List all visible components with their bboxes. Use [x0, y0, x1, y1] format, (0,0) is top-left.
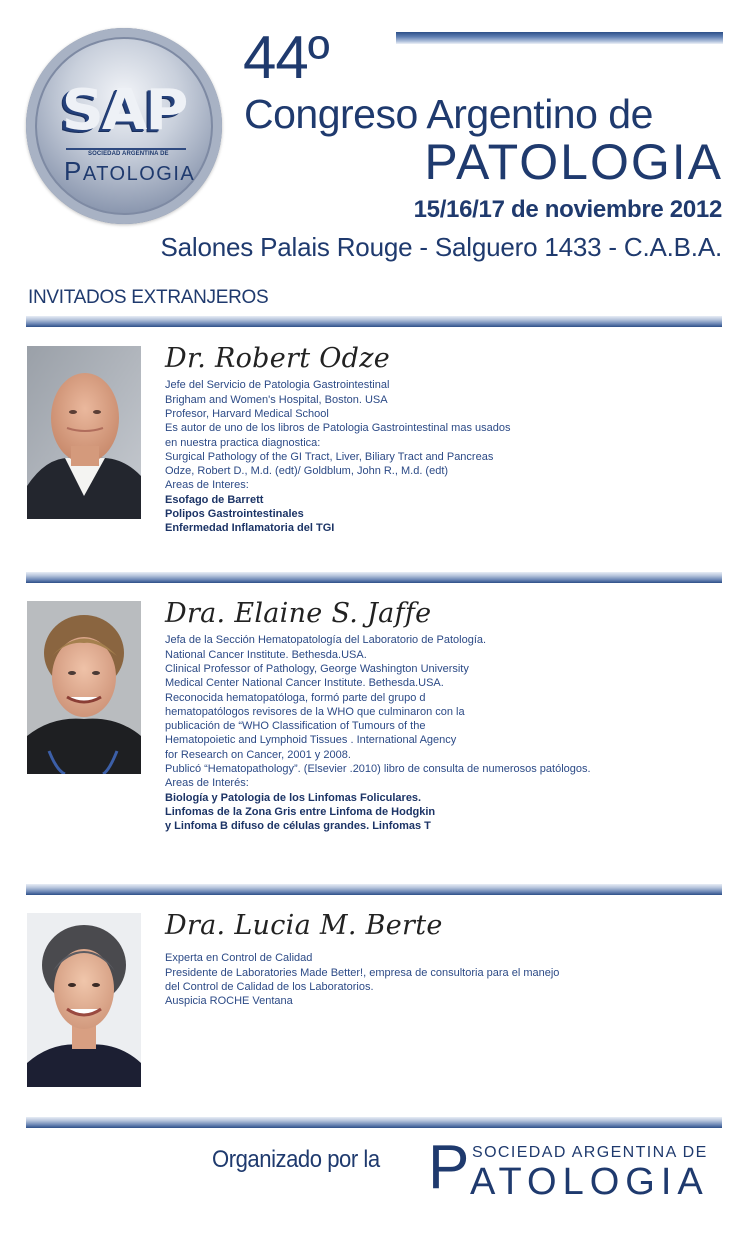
organized-by-label: Organizado por la: [212, 1146, 380, 1173]
speaker-interest-item: Polipos Gastrointestinales: [165, 508, 304, 521]
footer-logo-name: ATOLOGIA: [470, 1161, 709, 1203]
speaker-bio-line: publicación de “WHO Classification of Tumours of the: [165, 720, 426, 733]
speaker-bio-line: Publicó “Hematopathology”. (Elsevier .2010) libro de consulta de numerosos patólogos.: [165, 763, 591, 776]
logo-name: [64, 156, 195, 187]
sap-logo: [26, 28, 222, 224]
speaker-interest-item: Enfermedad Inflamatoria del TGI: [165, 522, 335, 535]
speaker-photo-odze: [27, 346, 141, 519]
separator-bar: [26, 316, 722, 327]
speaker-name: Dr. Robert Odze: [165, 343, 391, 374]
speaker-name: Dra. Lucia M. Berte: [165, 910, 443, 941]
speaker-card-odze: [165, 343, 735, 536]
speaker-bio-line: for Research on Cancer, 2001 y 2008.: [165, 748, 351, 761]
logo-name-rest: ATOLOGIA: [82, 163, 196, 185]
speaker-bio-line: del Control de Calidad de los Laboratorios.: [165, 980, 374, 993]
speaker-photo-berte: [27, 913, 141, 1087]
logo-divider: [66, 148, 186, 150]
event-location: Salones Palais Rouge - Salguero 1433 - C.A.B.A.: [160, 232, 722, 262]
header-decorative-bar: [396, 32, 723, 44]
logo-subtitle: SOCIEDAD ARGENTINA DE: [88, 151, 169, 157]
speaker-bio-line: Presidente de Laboratories Made Better!, empresa de consultoria para el manejo: [165, 966, 560, 979]
speaker-bio-line: Clinical Professor of Pathology, George Washington University: [165, 662, 469, 675]
speaker-bio-line: en nuestra practica diagnostica:: [165, 436, 321, 449]
logo-name-initial: P: [64, 156, 83, 186]
speaker-bio-line: Jefe del Servicio de Patologia Gastrointestinal: [165, 379, 390, 392]
speaker-bio-line: Medical Center National Cancer Institute. Bethesda.USA.: [165, 677, 444, 690]
speaker-bio-line: Reconocida hematopatóloga, formó parte del grupo d: [165, 691, 426, 704]
speaker-bio-line: Brigham and Women's Hospital, Boston. USA: [165, 393, 388, 406]
speaker-bio-line: Odze, Robert D., M.d. (edt)/ Goldblum, John R., M.d. (edt): [165, 465, 449, 478]
speaker-bio-line: Surgical Pathology of the GI Tract, Liver, Biliary Tract and Pancreas: [165, 450, 494, 463]
footer-logo-subtitle: SOCIEDAD ARGENTINA DE: [472, 1144, 708, 1161]
logo-acronym: SAP: [61, 78, 187, 143]
separator-bar: [26, 884, 722, 895]
speaker-bio-line: Hematopoietic and Lymphoid Tissues . International Agency: [165, 734, 457, 747]
event-dates: 15/16/17 de noviembre 2012: [413, 196, 722, 223]
speaker-card-berte: [165, 910, 735, 1009]
speaker-photo-jaffe: [27, 601, 141, 774]
speaker-card-jaffe: [165, 598, 735, 834]
speaker-interest-item: Esofago de Barrett: [165, 493, 264, 506]
speaker-bio-line: National Cancer Institute. Bethesda.USA.: [165, 648, 367, 661]
section-title: INVITADOS EXTRANJEROS: [28, 287, 269, 308]
speaker-bio-line: Experta en Control de Calidad: [165, 952, 313, 965]
edition-number: 44º: [243, 24, 329, 91]
separator-bar: [26, 1117, 722, 1128]
title-line-1: Congreso Argentino de: [244, 91, 653, 137]
speaker-interest-item: y Linfoma B difuso de células grandes. Linfomas T: [165, 820, 431, 833]
footer-logo-initial: P: [428, 1133, 470, 1202]
speaker-bio-line: hematopatólogos revisores de la WHO que culminaron con la: [165, 705, 465, 718]
speaker-bio-line: Auspicia ROCHE Ventana: [165, 995, 293, 1008]
speaker-bio-line: Jefa de la Sección Hematopatología del Laboratorio de Patología.: [165, 634, 487, 647]
speaker-interest-item: Linfomas de la Zona Gris entre Linfoma de Hodgkin: [165, 805, 436, 818]
speaker-bio-line: Es autor de uno de los libros de Patologia Gastrointestinal mas usados: [165, 422, 511, 435]
title-line-2: PATOLOGIA: [424, 134, 723, 190]
speaker-bio-line: Profesor, Harvard Medical School: [165, 407, 329, 420]
speaker-interests-label: Areas de Interes:: [165, 479, 249, 492]
separator-bar: [26, 572, 722, 583]
speaker-interests-label: Areas de Interés:: [165, 777, 249, 790]
speaker-interest-item: Biología y Patologia de los Linfomas Foliculares.: [165, 791, 422, 804]
speaker-name: Dra. Elaine S. Jaffe: [165, 598, 432, 629]
